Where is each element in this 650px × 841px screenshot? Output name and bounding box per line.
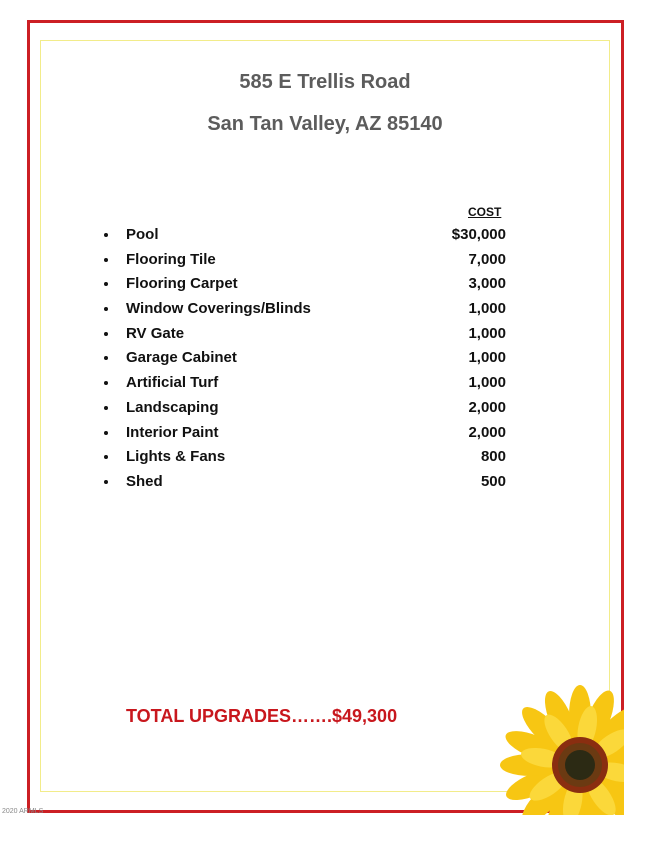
bullet-icon [104, 431, 108, 435]
list-item [104, 448, 524, 473]
item-label: Flooring Carpet [126, 275, 238, 293]
cost-column-header: COST [468, 205, 502, 219]
item-cost: 2,000 [468, 398, 506, 416]
upgrade-list [104, 226, 524, 498]
item-cost: 1,000 [468, 324, 506, 342]
bullet-icon [104, 332, 108, 336]
item-label: Interior Paint [126, 423, 219, 441]
item-label: RV Gate [126, 324, 185, 342]
list-item [104, 251, 524, 276]
item-label: Window Coverings/Blinds [126, 300, 311, 318]
list-item [104, 399, 524, 424]
bullet-icon [104, 307, 108, 311]
bullet-icon [104, 282, 108, 286]
sunflower-icon [492, 685, 624, 815]
item-label: Garage Cabinet [126, 349, 237, 367]
item-cost: $30,000 [451, 226, 506, 243]
list-item [104, 424, 524, 449]
total-upgrades: TOTAL UPGRADES…….$49,300 [126, 706, 398, 726]
item-cost: 2,000 [468, 423, 506, 441]
item-cost: 500 [480, 472, 506, 490]
bullet-icon [104, 381, 108, 385]
item-label: Landscaping [126, 398, 219, 416]
item-label: Shed [126, 472, 163, 490]
list-item [104, 226, 524, 251]
watermark: 2020 ARMLS [2, 808, 44, 815]
bullet-icon [104, 480, 108, 484]
item-cost: 1,000 [468, 374, 506, 392]
bullet-icon [104, 258, 108, 262]
item-cost: 800 [480, 448, 506, 466]
list-item [104, 349, 524, 374]
item-cost: 1,000 [468, 349, 506, 367]
item-label: Lights & Fans [126, 448, 226, 466]
item-cost: 1,000 [468, 300, 506, 318]
list-item [104, 473, 524, 498]
bullet-icon [104, 233, 108, 237]
bullet-icon [104, 406, 108, 410]
address-line-2: San Tan Valley, AZ 85140 [207, 113, 443, 135]
list-item [104, 275, 524, 300]
item-label: Flooring Tile [126, 250, 216, 268]
item-cost: 3,000 [468, 275, 506, 293]
item-label: Pool [126, 226, 159, 243]
item-label: Artificial Turf [126, 374, 219, 392]
address-line-1: 585 E Trellis Road [239, 71, 411, 93]
list-item [104, 300, 524, 325]
list-item [104, 374, 524, 399]
bullet-icon [104, 455, 108, 459]
bullet-icon [104, 356, 108, 360]
item-cost: 7,000 [468, 250, 506, 268]
list-item [104, 325, 524, 350]
